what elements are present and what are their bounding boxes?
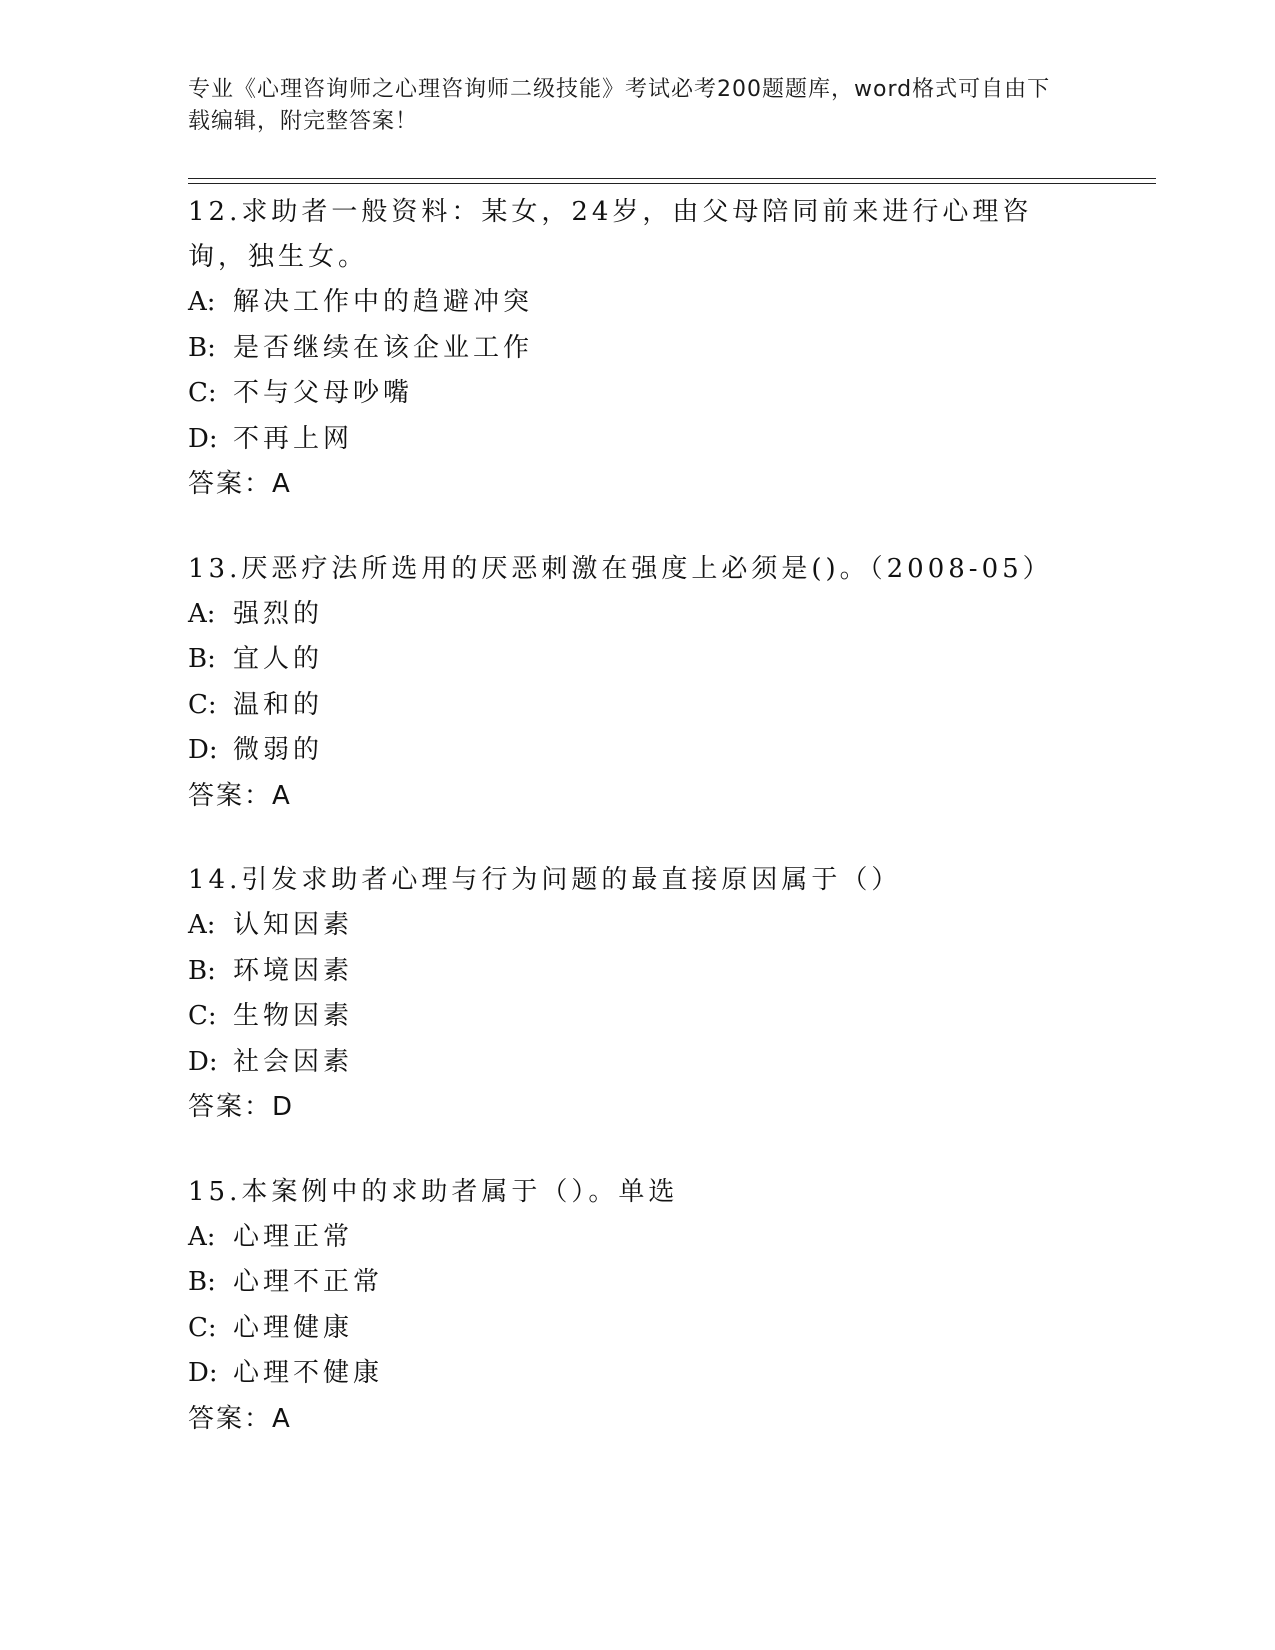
option-key: D: [188, 423, 218, 454]
option-key: C: [188, 1312, 217, 1343]
option-b [188, 326, 1088, 372]
question-stem: 15.本案例中的求助者属于（）。单选 [188, 1176, 679, 1207]
option-key: D: [188, 1358, 218, 1388]
option-text: 强烈的 [233, 598, 324, 629]
option-key: B: [188, 332, 216, 363]
question-12 [188, 190, 1088, 508]
option-key: A: [188, 287, 216, 317]
option-d [188, 728, 1088, 774]
question-14 [188, 858, 1088, 1131]
answer-line: 答案：D [188, 1092, 295, 1122]
option-d [188, 1351, 1088, 1397]
option-text: 宜人的 [233, 644, 324, 674]
option-text: 不再上网 [233, 423, 354, 454]
question-15 [188, 1170, 1088, 1443]
option-text: 生物因素 [233, 1001, 354, 1031]
option-key: A: [188, 598, 216, 629]
option-key: A: [188, 910, 216, 940]
option-a [188, 592, 1088, 638]
option-key: A: [188, 1221, 216, 1252]
answer-line: 答案：A [188, 469, 292, 499]
option-d [188, 417, 1088, 463]
option-c [188, 683, 1088, 729]
option-key: B: [188, 955, 216, 986]
option-c [188, 994, 1088, 1040]
option-text: 是否继续在该企业工作 [233, 332, 534, 363]
option-b [188, 1260, 1088, 1306]
option-d [188, 1040, 1088, 1086]
question-13 [188, 547, 1088, 820]
option-key: B: [188, 644, 216, 674]
option-key: D: [188, 735, 218, 765]
header-divider-top [188, 178, 1156, 179]
question-stem: 14.引发求助者心理与行为问题的最直接原因属于（） [188, 865, 902, 895]
option-text: 认知因素 [233, 910, 354, 940]
option-a [188, 280, 1088, 326]
option-c [188, 1306, 1088, 1352]
question-stem: 12.求助者一般资料：某女，24岁，由父母陪同前来进行心理咨询，独生女。 [188, 197, 1033, 272]
answer-line: 答案：A [188, 1403, 292, 1434]
question-stem: 13.厌恶疗法所选用的厌恶刺激在强度上必须是()。（2008-05） [188, 553, 1053, 584]
option-text: 心理不正常 [233, 1267, 384, 1297]
option-text: 心理不健康 [233, 1358, 384, 1388]
option-key: C: [188, 1001, 217, 1031]
header-divider-bottom [188, 183, 1156, 184]
option-text: 温和的 [233, 689, 324, 720]
option-a [188, 1215, 1088, 1261]
option-text: 不与父母吵嘴 [233, 378, 414, 408]
option-text: 心理正常 [233, 1221, 354, 1252]
option-key: C: [188, 689, 217, 720]
option-text: 解决工作中的趋避冲突 [233, 287, 534, 317]
option-b [188, 949, 1088, 995]
document-header: 专业《心理咨询师之心理咨询师二级技能》考试必考200题题库，word格式可自由下载编辑，附完整答案！ [188, 77, 1051, 134]
answer-line: 答案：A [188, 780, 292, 811]
option-text: 微弱的 [233, 735, 324, 765]
question-list [188, 190, 1088, 1481]
option-text: 心理健康 [233, 1312, 354, 1343]
option-a [188, 903, 1088, 949]
option-key: D: [188, 1046, 218, 1077]
option-text: 环境因素 [233, 955, 354, 986]
option-key: B: [188, 1267, 216, 1297]
option-key: C: [188, 378, 217, 408]
option-text: 社会因素 [233, 1046, 354, 1077]
option-b [188, 637, 1088, 683]
option-c [188, 371, 1088, 417]
